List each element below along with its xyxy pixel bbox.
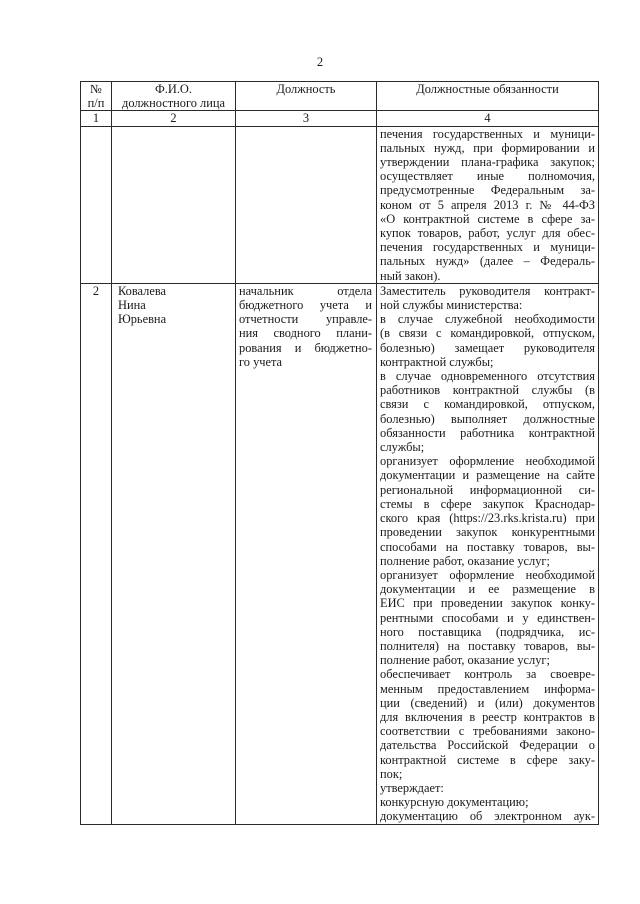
text-line: бюджетного учета и xyxy=(239,298,372,313)
table-header-row xyxy=(81,82,599,111)
text-line: пок; xyxy=(380,766,403,781)
text-line: полнение работ, оказание услуг; xyxy=(380,553,550,568)
header-position xyxy=(236,82,377,111)
column-number: 2 xyxy=(112,111,236,126)
text-line: связи с командировкой, отпуском, xyxy=(380,397,595,412)
text-line: отчетности управле- xyxy=(239,312,372,327)
text-line: менным предоставлением информа- xyxy=(380,681,595,696)
column-number-row xyxy=(81,111,599,126)
text-line: конкурсную документацию; xyxy=(380,795,529,810)
text-line: в случае одновременного отсутствия xyxy=(380,369,595,384)
column-number: 1 xyxy=(81,111,112,126)
text-line: (в связи с командировкой, отпуском, xyxy=(380,326,595,341)
text-line: обеспечивает контроль за своевре- xyxy=(380,667,595,682)
text-line: документацию об электронном аук- xyxy=(380,809,595,824)
text-line: способами на поставку товаров, вы- xyxy=(380,539,595,554)
text-line: купок товаров, работ, услуг для обес- xyxy=(380,226,595,241)
text-line: рентными способами и у единствен- xyxy=(380,610,595,625)
header-fio-line-2: должностного лица xyxy=(122,96,225,111)
header-fio xyxy=(112,82,236,111)
text-line: болезнью) замещает руководителя xyxy=(380,340,595,355)
text-line: начальник отдела xyxy=(239,283,372,298)
fio-name-part: Юрьевна xyxy=(118,312,167,327)
text-line: соответствии с требованиями законо- xyxy=(380,724,595,739)
row-number-cell xyxy=(81,126,112,283)
text-line: контрактной системе в сфере заку- xyxy=(380,752,595,767)
text-line: болезнью) выполняет должностные xyxy=(380,411,595,426)
text-line: «О контрактной системе в сфере за- xyxy=(380,211,595,226)
table-row xyxy=(81,283,599,824)
text-line: региональной информационной си- xyxy=(380,482,595,497)
text-line: организует оформление необходимой xyxy=(380,454,595,469)
text-line: предусмотренные Федеральным за- xyxy=(380,183,595,198)
column-number: 4 xyxy=(377,111,599,126)
header-num-line-2: п/п xyxy=(87,96,105,111)
text-line: дательства Российской Федерации о xyxy=(380,738,595,753)
fio-name-part: Нина xyxy=(118,298,146,313)
text-line: печения государственных и муници- xyxy=(380,240,595,255)
text-line: утверждении плана-графика закупок; xyxy=(380,155,595,170)
text-line: обязанности работника контрактной xyxy=(380,425,595,440)
header-position-line-1: Должность xyxy=(276,82,336,96)
text-line: документации и ее размещение в xyxy=(380,582,595,597)
text-line: ной службы министерства: xyxy=(380,298,523,313)
table-row xyxy=(81,126,599,283)
position-cell xyxy=(236,283,377,824)
text-line: пальных нужд» (далее – Федераль- xyxy=(380,254,595,269)
text-line: стемы в сфере закупок Краснодар- xyxy=(380,496,595,511)
text-line: документации и размещение на сайте xyxy=(380,468,595,483)
position-cell xyxy=(236,126,377,283)
text-line: пальных нужд, при формировании и xyxy=(380,140,595,155)
text-line: ции (сведений) и (или) документов xyxy=(380,695,595,710)
fio-cell xyxy=(112,283,236,824)
text-line: для включения в реестр контрактов в xyxy=(380,709,595,724)
text-line: рования и бюджетно- xyxy=(239,340,372,355)
text-line: осуществляет иные полномочия, xyxy=(380,169,595,184)
text-line: работников контрактной службы (в xyxy=(380,383,595,398)
duties-cell xyxy=(377,283,599,824)
text-line: в случае служебной необходимости xyxy=(380,312,595,327)
text-line: организует оформление необходимой xyxy=(380,567,595,582)
text-line: ЕИС при проведении закупок конку- xyxy=(380,596,595,611)
text-line: полнителя) на поставку товаров, вы- xyxy=(380,638,595,653)
header-fio-line-1: Ф.И.О. xyxy=(155,82,192,96)
text-line: ния сводного плани- xyxy=(239,326,372,341)
text-line: полнение работ, оказание услуг; xyxy=(380,653,550,668)
column-number: 3 xyxy=(236,111,377,126)
fio-name-part: Ковалева xyxy=(118,283,167,298)
text-line: утверждает: xyxy=(380,780,444,795)
text-line: ного поставщика (подрядчика, ис- xyxy=(380,624,595,639)
text-line: коном от 5 апреля 2013 г. № 44-ФЗ xyxy=(380,197,595,212)
text-line: контрактной службы; xyxy=(380,354,494,369)
header-num-line-1: № xyxy=(90,82,102,96)
text-line: го учета xyxy=(239,354,283,369)
header-duties xyxy=(377,82,599,111)
text-line: проведении закупок конкурентными xyxy=(380,525,595,540)
text-line: Заместитель руководителя контракт- xyxy=(380,283,595,298)
page-number: 2 xyxy=(316,55,324,69)
text-line: ского края (https://23.rks.krista.ru) при xyxy=(380,511,595,526)
row-number: 2 xyxy=(81,283,112,824)
duties-table xyxy=(80,81,599,825)
text-line: службы; xyxy=(380,440,425,455)
duties-cell xyxy=(377,126,599,283)
text-line: ный закон). xyxy=(380,268,441,283)
header-duties-line-1: Должностные обязанности xyxy=(416,82,559,96)
text-line: печения государственных и муници- xyxy=(380,126,595,141)
fio-cell xyxy=(112,126,236,283)
header-num xyxy=(81,82,112,111)
